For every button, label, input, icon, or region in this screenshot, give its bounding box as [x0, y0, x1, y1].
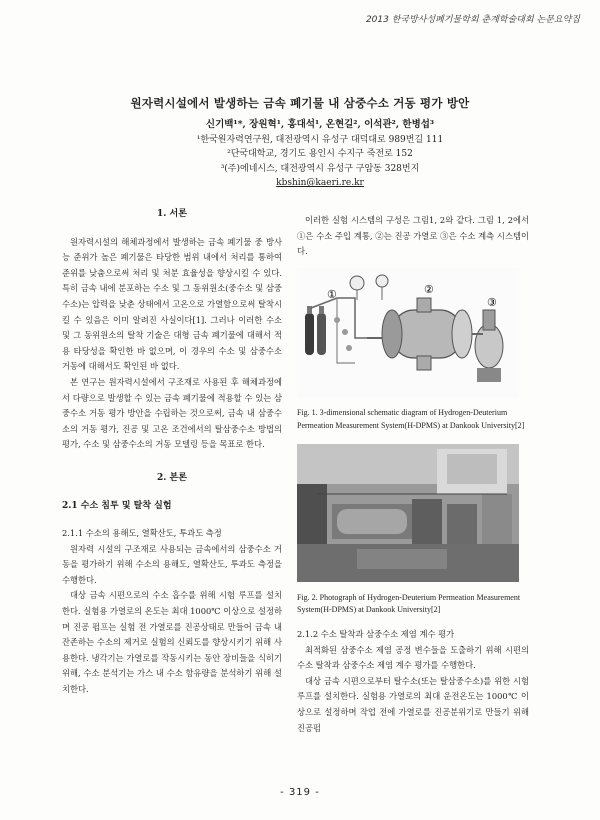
- figure-1-caption: Fig. 1. 3-dimensional schematic diagram of Hydrogen-Deuterium Permeation Measurement System(H-DPMS) at Dankook University[2]: [297, 408, 525, 430]
- intro-paragraph-1: 원자력시설의 해체과정에서 발생하는 금속 폐기물 중 방사능 준위가 높은 폐기물은 타당한 범위 내에서 처리를 통하여 준위를 낮춤으로써 처리 및 처분 효율성을 향상시킬 수 있다. 특히 금속 내에 분포하는 수소 및 그 동위원소(중수소 및 삼중수소)는 압력을 낮춘 상태에서 고온으로 가열함으로써 탈착시킬 수 있음은 이미 알려진 사실이다[1]. 그러나 이러한 수소 및 그 동위원소의 탈착 기술은 대형 금속 폐기물에 대해서 적용 타당성을 확인한 바 없으며, 이 경우의 수소 및 삼중수소 거동에 대해서도 확인된 바 없다.: [62, 236, 282, 372]
- running-head: 2013 한국방사성폐기물학회 춘계학술대회 논문요약집: [365, 15, 580, 25]
- affiliation-3: ³(주)에네시스, 대전광역시 유성구 구암동 328번지: [220, 163, 420, 174]
- subsection-2-1-1-paragraph-2: 대상 금속 시편으로의 수소 흡수를 위해 시험 루프를 설치한다. 실험용 가열로의 온도는 최대 1000℃ 이상으로 설정하며 진공 펌프는 실험 전 가열로를 진공상태로 만들어 금속 내 잔존하는 수소의 제거로 실험의 신뢰도를 향상시키기 위해 사용한다. 냉각기는 가열로를 작동시키는 동안 장비들을 식히기 위해, 수소 분석기는 가스 내 수소 함유량을 분석하기 위해 설치한다.: [62, 590, 282, 695]
- fig1-label-1: ①: [327, 287, 337, 301]
- subsection-2-1-2-paragraph-2: 대상 금속 시편으로부터 탈수소(또는 탈삼중수소)를 위한 시험 루프를 설치한다. 실험용 가열로의 최대 운전온도는 1000℃ 이상으로 설정하며 작업 전에 가열로를 진공분위기로 만들기 위해 진공펌: [297, 675, 529, 733]
- subsection-2-1-1-paragraph-1: 원자력 시설의 구조재로 사용되는 금속에서의 삼중수소 거동을 평가하기 위해 수소의 용해도, 열확산도, 투과도 측정을 수행한다.: [62, 543, 282, 585]
- author-email[interactable]: kbshin@kaeri.re.kr: [276, 178, 364, 189]
- author-names: 신기백¹*, 장원혁¹, 홍대석¹, 온현길², 이석관², 한병섭³: [205, 119, 435, 130]
- subsection-2-1-1-heading: 2.1.1 수소의 용해도, 열확산도, 투과도 측정: [62, 528, 222, 539]
- figure-2: [297, 444, 529, 617]
- subsection-2-1-2-paragraph-1: 최적화된 삼중수소 제염 공정 변수들을 도출하기 위해 시편의 수소 탈착과 삼중수소 제염 계수 평가를 수행한다.: [297, 644, 529, 671]
- body-heading: 2. 본론: [157, 472, 187, 483]
- intro-heading: 1. 서론: [157, 209, 187, 219]
- page-number: - 319 -: [280, 787, 320, 798]
- left-column: [62, 207, 282, 698]
- affiliation-2: ²단국대학교, 경기도 용인시 수지구 죽전로 152: [227, 149, 413, 160]
- subsection-2-1-heading: 2.1 수소 침투 및 탈착 실험: [62, 500, 172, 511]
- lab-photograph-image: [297, 444, 519, 582]
- paper-title: 원자력시설에서 발생하는 금속 폐기물 내 삼중수소 거동 평가 방안: [130, 96, 470, 110]
- right-column: [297, 213, 529, 736]
- fig1-label-3: ③: [487, 295, 497, 309]
- affiliation-1: ¹한국원자력연구원, 대전광역시 유성구 대덕대로 989번길 111: [196, 134, 444, 145]
- schematic-diagram-image: [297, 268, 519, 398]
- intro-paragraph-2: 본 연구는 원자력시설에서 구조재로 사용된 후 해체과정에서 다량으로 발생할 수 있는 금속 폐기물에 적용할 수 있는 삼중수소 거동 평가 방안을 수립하는 것으로써, 금속 내 삼중수소의 거동 평가, 진공 및 고온 조건에서의 탈삼중수소 방법의 평가, 수소 및 삼중수소의 거동 모델링 등을 목표로 한다.: [62, 376, 282, 450]
- fig1-label-2: ②: [424, 282, 434, 296]
- figure-1: [297, 268, 529, 433]
- subsection-2-1-2-heading: 2.1.2 수소 탈착과 삼중수소 제염 계수 평가: [297, 628, 455, 639]
- authors-block: [120, 118, 520, 191]
- figure-2-caption: Fig. 2. Photograph of Hydrogen-Deuterium Permeation Measurement System(H-DPMS) at Dankook University[2]: [297, 592, 521, 615]
- system-description-paragraph: 이러한 실험 시스템의 구성은 그림1, 2와 같다. 그림 1, 2에서 ①은 수소 주입 계통, ②는 진공 가열로 ③은 수소 계측 시스템이다.: [297, 215, 529, 257]
